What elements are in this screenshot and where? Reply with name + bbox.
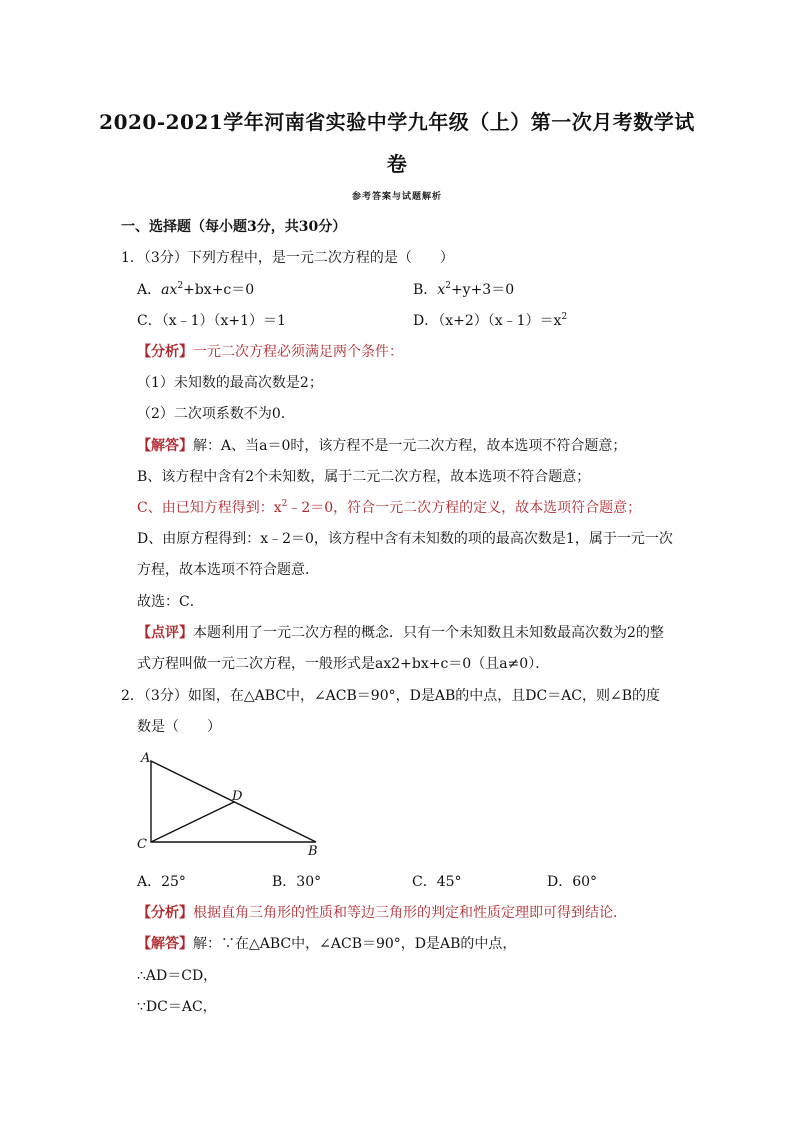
segment-cd <box>151 802 234 842</box>
q1-option-b-math: x <box>437 282 446 298</box>
q1-option-b <box>413 280 514 300</box>
label-c: C <box>137 837 147 852</box>
label-a: A <box>141 751 151 766</box>
q2-solution-1: 解：∵在△ABC中，∠ACB＝90°，D是AB的中点， <box>193 936 517 952</box>
q1-analysis <box>137 342 403 362</box>
q1-solution-d2: 方程，故本选项不符合题意． <box>137 562 319 578</box>
document-subtitle: 参考答案与试题解析 <box>351 192 442 202</box>
q1-option-d <box>413 311 567 331</box>
q1-option-d-text: D．（x+2）（x﹣1）＝x <box>413 313 562 329</box>
q1-option-a-label: A． <box>137 282 162 298</box>
q1-option-b-sup: 2 <box>445 281 451 291</box>
q1-option-d-sup: 2 <box>561 312 568 322</box>
q1-option-b-label: B． <box>413 282 438 298</box>
q2-option-c: C．45° <box>412 874 462 890</box>
q1-comment <box>137 623 664 643</box>
q1-solution-tag: 【解答】 <box>137 438 193 454</box>
q2-solution-3: ∵DC＝AC， <box>137 999 217 1015</box>
q2-analysis <box>137 903 627 923</box>
q1-comment-2: 式方程叫做一元二次方程，一般形式是ax2+bx+c＝0（且a≠0）． <box>137 656 550 672</box>
q1-answer: 故选：C． <box>137 594 204 610</box>
label-d: D <box>232 789 243 804</box>
q2-analysis-tag: 【分析】 <box>137 905 193 921</box>
q2-option-b: B．30° <box>272 874 322 890</box>
q1-solution-c-post: ﹣2＝0，符合一元二次方程的定义，故本选项符合题意； <box>287 500 642 516</box>
q2-stem-2: 数是（ ） <box>137 719 221 735</box>
q1-solution-c-pre: C、由已知方程得到：x <box>137 500 282 516</box>
q1-option-a-sup: 2 <box>177 281 184 291</box>
q1-condition-1: （1）未知数的最高次数是2； <box>137 375 323 391</box>
q1-comment-text1: 本题利用了一元二次方程的概念．只有一个未知数且未知数最高次数为2的整 <box>193 625 664 641</box>
q1-solution-a: 解：A、当a＝0时，该方程不是一元二次方程，故本选项不符合题意； <box>193 438 627 454</box>
q1-solution-c-sup: 2 <box>281 499 288 509</box>
document-title-line1: 2020-2021学年河南省实验中学九年级（上）第一次月考数学试 <box>99 110 695 134</box>
document-title-line2: 卷 <box>386 152 408 176</box>
q1-comment-tag: 【点评】 <box>137 625 193 641</box>
q2-solution <box>137 934 516 954</box>
q1-stem: 1．（3分）下列方程中，是一元二次方程的是（ ） <box>121 250 454 266</box>
q1-option-b-rest: +y+3＝0 <box>450 282 515 298</box>
q2-stem-1: 2．（3分）如图，在△ABC中，∠ACB＝90°，D是AB的中点，且DC＝AC，则∠B的度 <box>121 688 661 704</box>
q1-solution-d1: D、由原方程得到：x﹣2＝0，该方程中含有未知数的项的最高次数是1，属于一元一次 <box>137 531 673 547</box>
q1-option-c: C．（x﹣1）（x+1）＝1 <box>137 313 286 329</box>
q2-option-a: A．25° <box>137 874 186 890</box>
q2-analysis-text: 根据直角三角形的性质和等边三角形的判定和性质定理即可得到结论． <box>193 905 627 921</box>
q1-option-a <box>137 280 254 300</box>
q1-analysis-tag: 【分析】 <box>137 344 193 360</box>
q2-solution-tag: 【解答】 <box>137 936 193 952</box>
section-heading: 一、选择题（每小题3分，共30分） <box>121 219 347 235</box>
q1-option-a-math: ax <box>161 282 178 298</box>
q2-solution-2: ∴AD＝CD， <box>137 968 218 984</box>
q1-condition-2: （2）二次项系数不为0． <box>137 406 295 422</box>
q2-option-d: D．60° <box>547 874 598 890</box>
q1-option-a-rest: +bx+c＝0 <box>183 282 255 298</box>
q1-analysis-text: 一元二次方程必须满足两个条件： <box>193 344 403 360</box>
q1-solution-b: B、该方程中含有2个未知数，属于二元二次方程，故本选项不符合题意； <box>137 469 591 485</box>
q1-solution <box>137 436 626 456</box>
q2-triangle-figure <box>130 745 330 860</box>
label-b: B <box>308 844 318 859</box>
q1-solution-c <box>137 498 641 518</box>
